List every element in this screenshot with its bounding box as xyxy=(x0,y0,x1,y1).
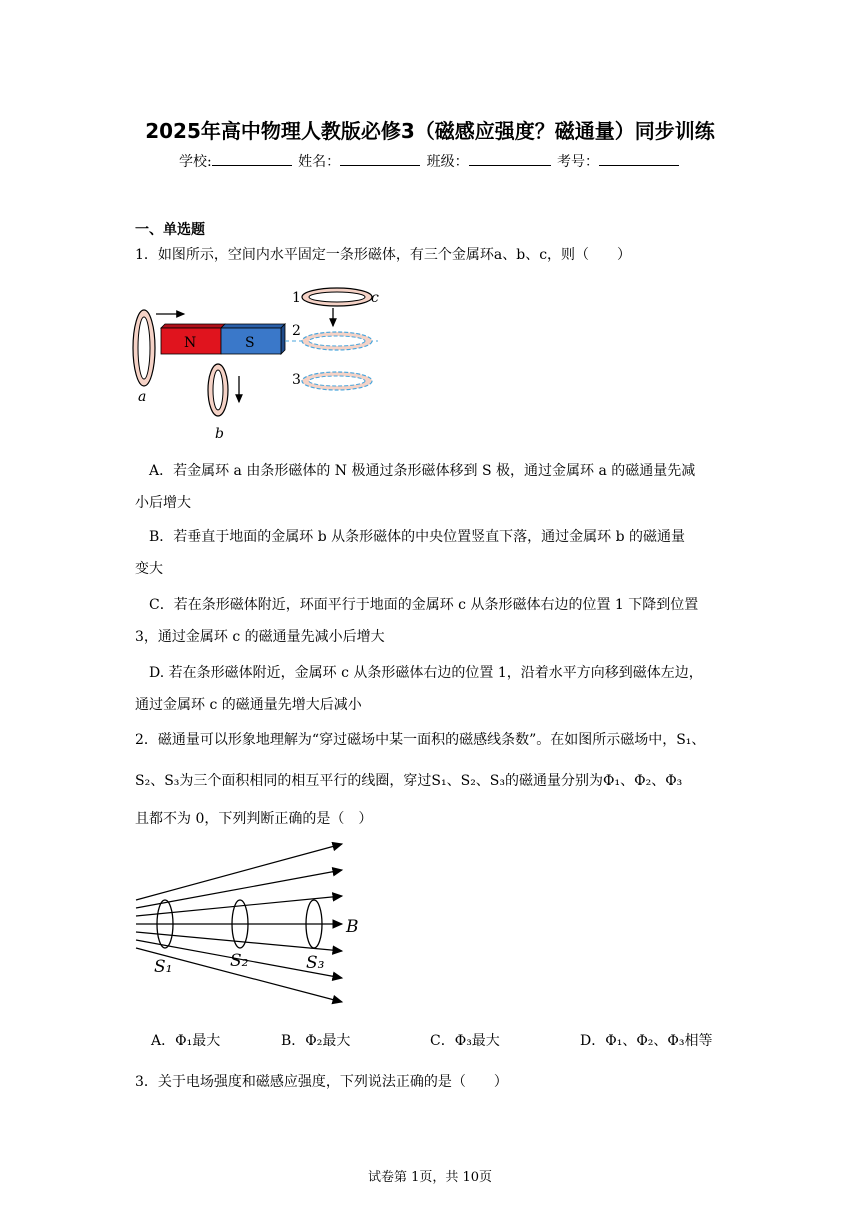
question-1-option-c[interactable]: C．若在条形磁体附近，环面平行于地面的金属环 c 从条形磁体右边的位置 1 下降到位置 3，通过金属环 c 的磁通量先减小后增大 xyxy=(135,597,699,645)
student-info-line xyxy=(0,151,860,171)
label-s1: S₁ xyxy=(154,957,173,977)
question-1-option-b[interactable]: B．若垂直于地面的金属环 b 从条形磁体的中央位置竖直下落，通过金属环 b 的磁通量 变大 xyxy=(135,529,686,577)
question-2-line-1: 2．磁通量可以形象地理解为“穿过磁场中某一面积的磁感线条数”。在如图所示磁场中，S₁、 xyxy=(135,732,706,748)
bar-magnet xyxy=(161,324,285,354)
page-footer: 试卷第 1页，共 10页 xyxy=(367,1170,493,1185)
position-2-label: 2 xyxy=(292,323,301,339)
question-2-option-b[interactable]: B．Φ₂最大 xyxy=(281,1033,351,1049)
pole-s-label: S xyxy=(245,335,255,351)
question-2-option-a[interactable]: A．Φ₁最大 xyxy=(151,1033,221,1049)
name-blank[interactable] xyxy=(340,151,420,166)
school-blank[interactable] xyxy=(212,151,292,166)
question-2-line-3: 且都不为 0，下列判断正确的是（ ） xyxy=(135,811,373,827)
question-1-stem: 1．如图所示，空间内水平固定一条形磁体，有三个金属环a、b、c，则（ ） xyxy=(135,247,632,263)
ring-c-position-2 xyxy=(302,332,372,350)
question-1-option-d[interactable]: D. 若在条形磁体附近，金属环 c 从条形磁体右边的位置 1，沿着水平方向移到磁体左边， 通过金属环 c 的磁通量先增大后减小 xyxy=(135,665,703,713)
class-blank[interactable] xyxy=(469,151,551,166)
question-2-option-d[interactable]: D．Φ₁、Φ₂、Φ₃相等 xyxy=(580,1033,713,1049)
position-1-label: 1 xyxy=(292,290,301,306)
class-label: 班级： xyxy=(426,154,469,170)
name-label: 姓名： xyxy=(298,154,341,170)
label-a: a xyxy=(138,389,147,405)
field-lines xyxy=(136,844,342,1002)
label-s3: S₃ xyxy=(306,953,325,973)
position-3-label: 3 xyxy=(292,372,301,388)
ring-c-position-1 xyxy=(302,288,372,306)
question-1-figure xyxy=(128,284,388,444)
question-2-option-c[interactable]: C．Φ₃最大 xyxy=(430,1033,500,1049)
label-b: b xyxy=(215,426,224,442)
pole-n-label: N xyxy=(184,335,197,351)
school-label: 学校: xyxy=(178,154,212,170)
number-label: 考号： xyxy=(557,154,600,170)
field-label-b: B xyxy=(346,917,359,937)
ring-a xyxy=(133,310,155,386)
label-c: c xyxy=(371,290,379,306)
question-2-line-2: S₂、S₃为三个面积相同的相互平行的线圈，穿过S₁、S₂、S₃的磁通量分别为Φ₁、Φ₂、Φ₃ xyxy=(135,773,683,789)
ring-b xyxy=(208,364,228,416)
question-1-option-a[interactable]: A．若金属环 a 由条形磁体的 N 极通过条形磁体移到 S 极，通过金属环 a 的磁通量先减 小后增大 xyxy=(135,463,696,511)
ring-c-position-3 xyxy=(302,372,372,390)
question-2-figure xyxy=(130,838,370,1010)
number-blank[interactable] xyxy=(599,151,679,166)
page-title: 2025年高中物理人教版必修3（磁感应强度？磁通量）同步训练 xyxy=(145,119,715,143)
label-s2: S₂ xyxy=(230,951,249,971)
section-heading: 一、单选题 xyxy=(135,222,205,238)
question-3-stem: 3．关于电场强度和磁感应强度，下列说法正确的是（ ） xyxy=(135,1074,508,1090)
